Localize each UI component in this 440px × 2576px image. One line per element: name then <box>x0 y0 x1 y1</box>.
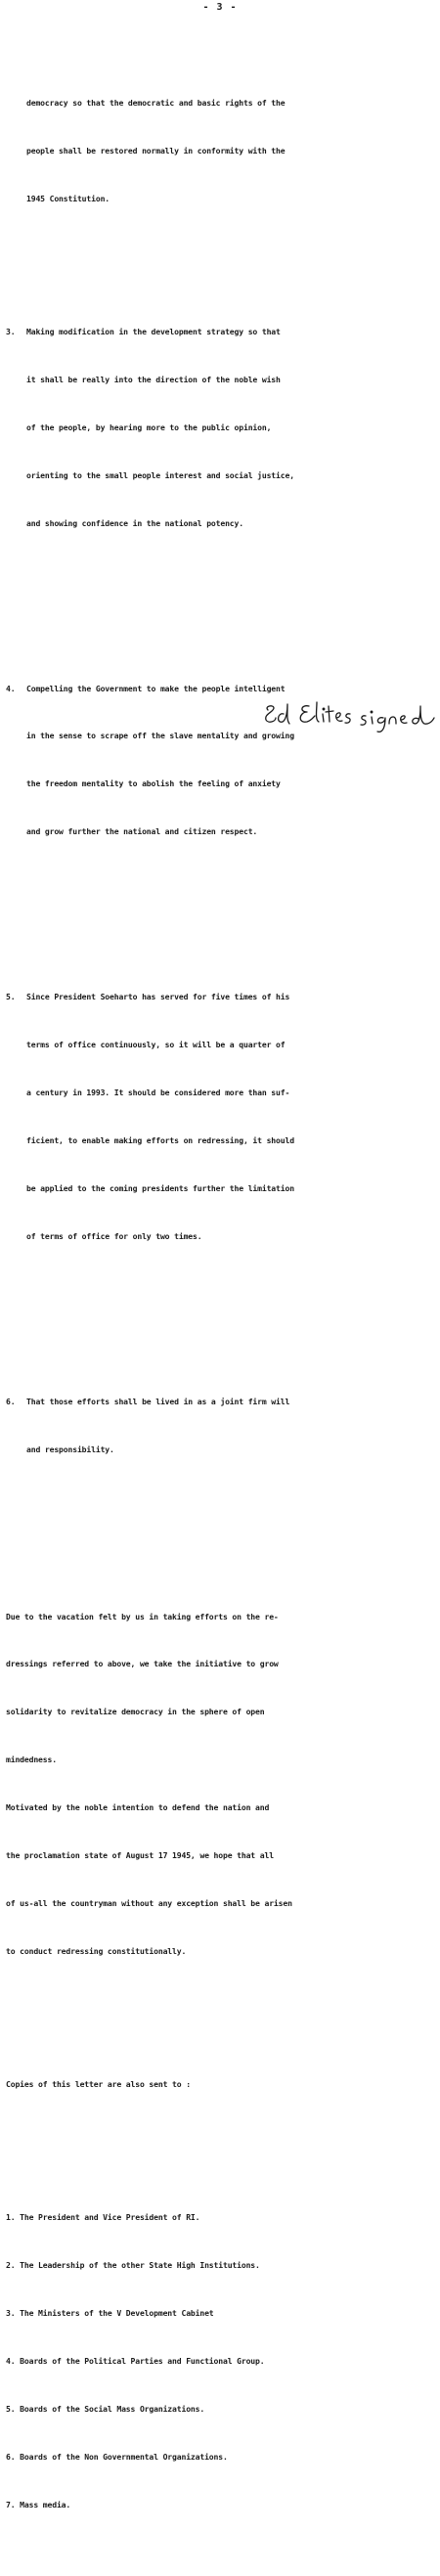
text-line: Since President Soeharto has served for five times of his <box>26 992 290 1002</box>
handwritten-signature <box>262 696 438 735</box>
text-line: and showing confidence in the national potency. <box>26 517 243 528</box>
text-line: in the sense to scrape off the slave mentality and growing <box>26 731 294 741</box>
text-line: of the people, by hearing more to the public opinion, <box>26 422 272 432</box>
text-line: democracy so that the democratic and basic rights of the <box>26 97 286 108</box>
signature-scribble-icon <box>262 696 438 735</box>
text-line: the proclamation state of August 17 1945, we hope that all <box>6 1849 274 1860</box>
closing-paragraph <box>6 1577 434 1991</box>
item-number: 4. <box>6 683 16 693</box>
list-item-3 <box>6 291 434 562</box>
item-number: 6. <box>6 1396 16 1406</box>
text-line: That those efforts shall be lived in as a joint firm will <box>26 1396 290 1406</box>
list-item: 5. Boards of the Social Mass Organizations. <box>6 2404 205 2415</box>
page-number: - 3 - <box>202 2 238 13</box>
item-number: 5. <box>6 992 16 1002</box>
text-line: a century in 1993. It should be considered more than suf- <box>26 1088 290 1097</box>
text-line: and responsibility. <box>26 1443 114 1454</box>
copies-list <box>6 2178 434 2545</box>
text-line: terms of office continuously, so it will be a quarter of <box>26 1040 286 1050</box>
text-line: and grow further the national and citizen respect. <box>26 826 258 837</box>
list-item: 6. Boards of the Non Governmental Organizations. <box>6 2451 228 2462</box>
list-item: 3. The Ministers of the V Development Cabinet <box>6 2308 214 2319</box>
list-item-5 <box>6 957 434 1276</box>
text-line: Compelling the Government to make the people intelligent <box>26 683 286 693</box>
text-line: Making modification in the development strategy so that <box>26 327 281 337</box>
list-item: 7. Mass media. <box>6 2499 71 2509</box>
copies-heading: Copies of this letter are also sent to : <box>6 2079 191 2090</box>
list-item: 4. Boards of the Political Parties and Functional Group. <box>6 2356 265 2367</box>
text-line: dressings referred to above, we take the initiative to grow <box>6 1659 279 1669</box>
text-line: the freedom mentality to abolish the feeling of anxiety <box>26 778 281 789</box>
text-line: people shall be restored normally in conformity with the <box>26 145 286 155</box>
text-line: of terms of office for only two times. <box>26 1230 202 1241</box>
text-line: Due to the vacation felt by us in taking efforts on the re- <box>6 1611 279 1621</box>
list-item: 1. The President and Vice President of RI. <box>6 2212 200 2223</box>
item-number: 3. <box>6 327 16 337</box>
list-item-6 <box>6 1361 434 1488</box>
list-item-4 <box>6 648 434 871</box>
list-item: 2. The Leadership of the other State High Institutions. <box>6 2260 260 2271</box>
text-line: Motivated by the noble intention to defend the nation and <box>6 1802 270 1813</box>
text-line: be applied to the coming presidents further the limitation <box>26 1182 294 1193</box>
text-line: ficient, to enable making efforts on redressing, it should <box>26 1134 294 1145</box>
text-line: mindedness. <box>6 1754 57 1765</box>
letter-body <box>6 47 434 2576</box>
text-line: 1945 Constitution. <box>26 193 110 203</box>
text-line: to conduct redressing constitutionally. <box>6 1945 187 1956</box>
text-line: solidarity to revitalize democracy in the sphere of open <box>6 1707 265 1717</box>
text-line: of us-all the countryman without any exception shall be arisen <box>6 1897 292 1908</box>
text-line: orienting to the small people interest and social justice, <box>26 469 294 480</box>
text-line: it shall be really into the direction of the noble wish <box>26 374 281 384</box>
